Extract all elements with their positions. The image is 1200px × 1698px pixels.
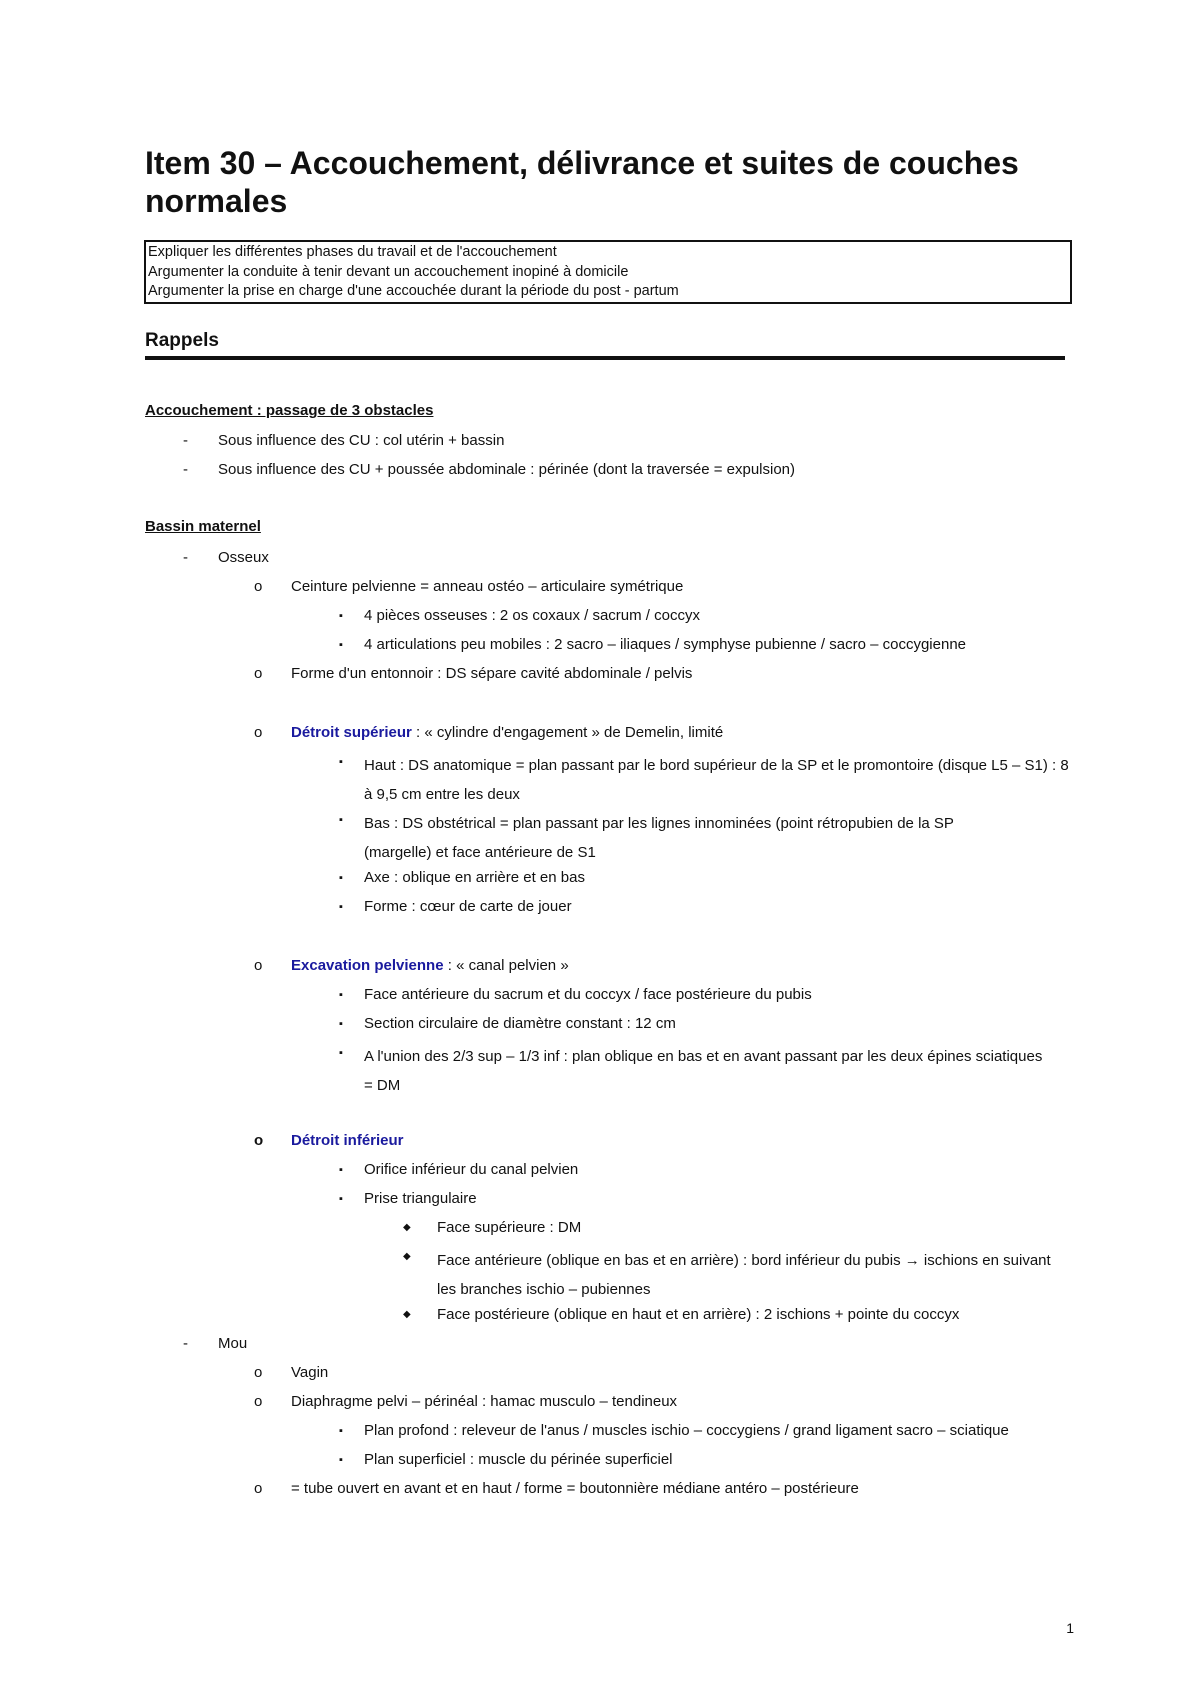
list-item: Section circulaire de diamètre constant : 12 cm: [364, 1015, 676, 1032]
subheading-accouchement: Accouchement : passage de 3 obstacles: [145, 402, 434, 419]
term-detroit-superieur: Détroit supérieur: [291, 724, 412, 741]
list-item: Forme : cœur de carte de jouer: [364, 898, 572, 915]
square-bullet: ▪: [339, 901, 343, 913]
list-item: Sous influence des CU : col utérin + bassin: [218, 432, 505, 449]
section-heading-rappels: Rappels: [145, 330, 1065, 360]
square-bullet: ▪: [339, 1164, 343, 1176]
dash-bullet: -: [183, 1335, 188, 1352]
list-item: Face antérieure du sacrum et du coccyx / face postérieure du pubis: [364, 986, 812, 1003]
list-item: Orifice inférieur du canal pelvien: [364, 1161, 579, 1178]
list-item: Face postérieure (oblique en haut et en arrière) : 2 ischions + pointe du coccyx: [437, 1306, 960, 1323]
list-item: = tube ouvert en avant et en haut / forme = boutonnière médiane antéro – postérieure: [291, 1480, 859, 1497]
circle-bullet: o: [254, 957, 263, 974]
list-item: Mou: [218, 1335, 248, 1352]
list-item: Plan profond : releveur de l'anus / muscles ischio – coccygiens / grand ligament sacro – sciatique: [364, 1422, 1009, 1439]
list-item: 4 pièces osseuses : 2 os coxaux / sacrum / coccyx: [364, 607, 700, 624]
square-bullet: ▪: [339, 1193, 343, 1205]
square-bullet: ▪: [339, 1018, 343, 1030]
diamond-bullet: ◆: [403, 1309, 411, 1320]
list-item: Face antérieure (oblique en bas et en arrière) : bord inférieur du pubis → ischions en suivant les branches ischio – pubiennes: [437, 1252, 1051, 1298]
list-item: Forme d'un entonnoir : DS sépare cavité abdominale / pelvis: [291, 665, 693, 682]
list-item: Diaphragme pelvi – périnéal : hamac musculo – tendineux: [291, 1393, 678, 1410]
list-item: A l'union des 2/3 sup – 1/3 inf : plan oblique en bas et en avant passant par les deux épines sciatiques = DM: [364, 1048, 1043, 1094]
objective-item: Expliquer les différentes phases du travail et de l'accouchement: [148, 244, 557, 260]
square-bullet: ▪: [339, 1454, 343, 1466]
square-bullet: ▪: [339, 1047, 343, 1059]
list-item: Prise triangulaire: [364, 1190, 477, 1207]
list-item: Bas : DS obstétrical = plan passant par les lignes innominées (point rétropubien de la SP (margelle) et face antérieure de S1: [364, 815, 954, 861]
list-item: Haut : DS anatomique = plan passant par le bord supérieur de la SP et le promontoire (disque L5 – S1) : 8 à 9,5 cm entre les deux: [364, 757, 1069, 803]
dash-bullet: -: [183, 432, 188, 449]
term-description: : « cylindre d'engagement » de Demelin, limité: [411, 724, 724, 741]
list-item: Vagin: [291, 1364, 329, 1381]
circle-bullet: o: [254, 578, 263, 595]
square-bullet: ▪: [339, 610, 343, 622]
objective-item: Argumenter la prise en charge d'une accouchée durant la période du post - partum: [148, 283, 679, 299]
square-bullet: ▪: [339, 872, 343, 884]
dash-bullet: -: [183, 549, 188, 566]
square-bullet: ▪: [339, 814, 343, 826]
circle-bullet: o: [254, 1480, 263, 1497]
list-item: Face supérieure : DM: [437, 1219, 582, 1236]
circle-bullet: o: [254, 665, 263, 682]
diamond-bullet: ◆: [403, 1222, 411, 1233]
list-item: Osseux: [218, 549, 269, 566]
circle-bullet: o: [254, 724, 263, 741]
page-title: Item 30 – Accouchement, délivrance et suites de couches normales: [145, 145, 1019, 219]
term-detroit-inferieur: Détroit inférieur: [291, 1132, 404, 1149]
list-item: Axe : oblique en arrière et en bas: [364, 869, 585, 886]
circle-bullet: o: [254, 1364, 263, 1381]
square-bullet: ▪: [339, 989, 343, 1001]
list-item: Sous influence des CU + poussée abdominale : périnée (dont la traversée = expulsion): [218, 461, 796, 478]
list-item: Plan superficiel : muscle du périnée superficiel: [364, 1451, 673, 1468]
objective-item: Argumenter la conduite à tenir devant un accouchement inopiné à domicile: [148, 263, 629, 280]
list-item-detroit-superieur: [291, 722, 723, 744]
list-item: Ceinture pelvienne = anneau ostéo – articulaire symétrique: [291, 578, 684, 595]
list-item: 4 articulations peu mobiles : 2 sacro – iliaques / symphyse pubienne / sacro – coccygienne: [364, 636, 966, 653]
square-bullet: ▪: [339, 756, 343, 768]
circle-bullet: o: [254, 1132, 264, 1149]
square-bullet: ▪: [339, 1425, 343, 1437]
list-item-excavation: [291, 955, 569, 977]
subheading-bassin-maternel: Bassin maternel: [145, 518, 261, 535]
dash-bullet: -: [183, 461, 188, 478]
objectives-box: [144, 240, 1072, 304]
page-number: 1: [1066, 1620, 1074, 1636]
term-description: : « canal pelvien »: [443, 957, 569, 974]
square-bullet: ▪: [339, 639, 343, 651]
circle-bullet: o: [254, 1393, 263, 1410]
term-excavation-pelvienne: Excavation pelvienne: [291, 957, 444, 974]
diamond-bullet: ◆: [403, 1251, 411, 1262]
